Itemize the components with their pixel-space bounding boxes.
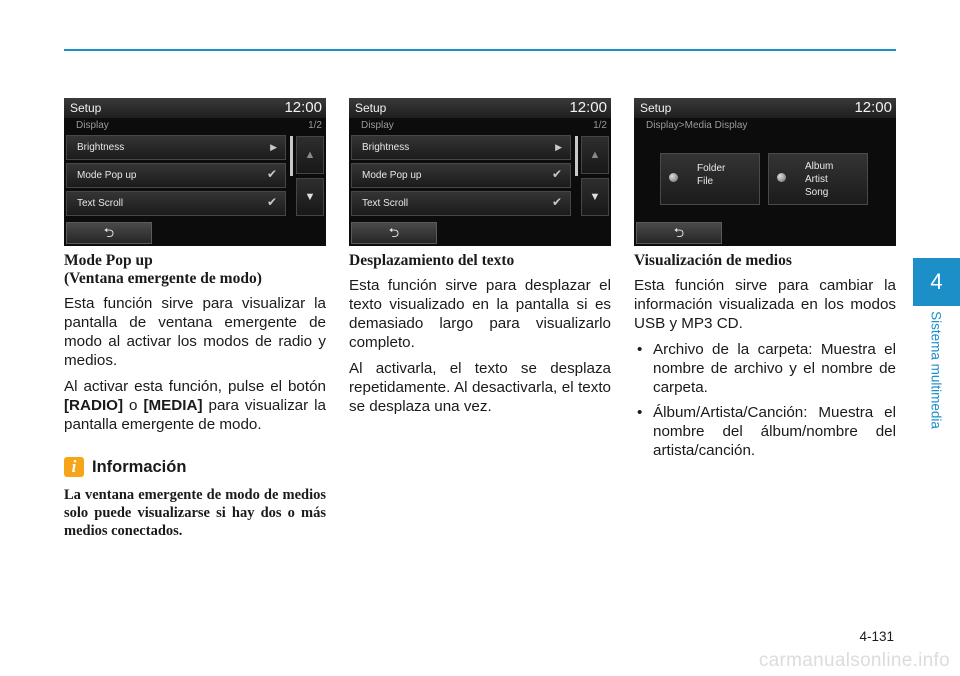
screen-page-indicator: 1/2 <box>308 120 322 131</box>
screen-title: Setup <box>355 101 387 115</box>
setup-display-screen-2 <box>349 98 611 246</box>
chevron-down-icon: ▼ <box>304 191 316 203</box>
column-media-display <box>634 252 896 466</box>
paragraph: Esta función sirve para visualizar la pantalla de ventana emergente de modo al activar los modos de radio y medios. <box>64 295 326 369</box>
paragraph: Esta función sirve para desplazar el texto visualizado en la pantalla si es demasiado largo para visualizarlo completo. <box>349 277 611 351</box>
option-line-file: File <box>697 176 714 187</box>
list-item: • Álbum/Artista/Canción: Muestra el nombre del álbum/nombre del artista/canción. <box>634 403 896 460</box>
check-icon: ✔ <box>266 195 277 209</box>
header-rule <box>64 49 896 51</box>
media-button-ref: [MEDIA] <box>143 397 203 414</box>
screen-page-indicator: 1/2 <box>593 120 607 131</box>
info-icon: i <box>64 457 84 477</box>
scroll-up-button[interactable] <box>581 136 609 174</box>
album-artist-song-option[interactable] <box>768 153 868 205</box>
menu-item-brightness[interactable] <box>351 135 571 160</box>
screen-subheader <box>349 118 611 134</box>
screen-clock: 12:00 <box>854 99 892 116</box>
play-icon: ▶ <box>555 142 562 152</box>
column-text-scroll <box>349 252 611 423</box>
info-title: Información <box>92 458 187 476</box>
screen-clock: 12:00 <box>569 99 607 116</box>
check-icon: ✔ <box>266 167 277 181</box>
setup-display-screen-1 <box>64 98 326 246</box>
screen-clock: 12:00 <box>284 99 322 116</box>
menu-item-label: Mode Pop up <box>362 170 422 181</box>
heading-line: (Ventana emergente de modo) <box>64 270 262 287</box>
paragraph <box>64 377 326 434</box>
text-run: para visualizar la pantalla emergente de modo. <box>64 397 326 433</box>
screen-title: Setup <box>640 101 672 115</box>
screen-subtitle: Display>Media Display <box>646 120 748 131</box>
back-arrow-icon: ⮌ <box>673 225 685 240</box>
menu-item-text-scroll[interactable] <box>66 191 286 216</box>
scroll-down-button[interactable] <box>581 178 609 216</box>
folder-file-option[interactable] <box>660 153 760 205</box>
section-heading: Desplazamiento del texto <box>349 252 515 269</box>
list-item: • Archivo de la carpeta: Muestra el nombre de archivo y el nombre de carpeta. <box>634 340 896 397</box>
heading-line: Mode Pop up <box>64 252 153 269</box>
menu-item-label: Brightness <box>77 142 125 153</box>
paragraph: Al activarla, el texto se desplaza repetidamente. Al desactivarla, el texto se desplaza una vez. <box>349 360 611 415</box>
back-arrow-icon: ⮌ <box>103 225 115 240</box>
screen-header <box>349 98 611 118</box>
check-icon: ✔ <box>551 195 562 209</box>
bullet-list <box>634 340 896 460</box>
option-lines <box>805 160 833 199</box>
option-line-album: Album <box>805 161 834 172</box>
check-icon: ✔ <box>551 167 562 181</box>
option-lines <box>697 162 725 188</box>
watermark: carmanualsonline.info <box>758 650 950 671</box>
option-line-artist: Artist <box>805 174 828 185</box>
menu-item-mode-pop-up[interactable] <box>351 163 571 188</box>
screen-header <box>64 98 326 118</box>
screen-subheader <box>634 118 896 134</box>
menu-item-text-scroll[interactable] <box>351 191 571 216</box>
scrollbar[interactable] <box>575 136 578 176</box>
text-run: o <box>123 397 144 414</box>
screen-header <box>634 98 896 118</box>
chapter-tab: 4 <box>913 258 960 306</box>
paragraph: Esta función sirve para cambiar la información visualizada en los modos USB y MP3 CD. <box>634 277 896 332</box>
text-run: Al activar esta función, pulse el botón <box>64 378 326 395</box>
back-button[interactable] <box>66 222 152 244</box>
chapter-side-label: Sistema multimedia <box>928 311 944 429</box>
menu-item-label: Mode Pop up <box>77 170 137 181</box>
media-display-screen <box>634 98 896 246</box>
menu-item-mode-pop-up[interactable] <box>66 163 286 188</box>
option-line-song: Song <box>805 187 829 198</box>
screen-subtitle: Display <box>361 120 394 131</box>
radio-indicator-icon <box>669 173 678 182</box>
radio-indicator-icon <box>777 173 786 182</box>
option-line-folder: Folder <box>697 163 726 174</box>
play-icon: ▶ <box>270 142 277 152</box>
chevron-up-icon: ▲ <box>304 149 316 161</box>
back-button[interactable] <box>636 222 722 244</box>
menu-item-label: Brightness <box>362 142 410 153</box>
column-mode-pop-up <box>64 252 326 441</box>
screen-subheader <box>64 118 326 134</box>
scroll-up-button[interactable] <box>296 136 324 174</box>
screen-subtitle: Display <box>76 120 109 131</box>
chevron-up-icon: ▲ <box>589 149 601 161</box>
back-arrow-icon: ⮌ <box>388 225 400 240</box>
radio-button-ref: [RADIO] <box>64 397 124 414</box>
back-button[interactable] <box>351 222 437 244</box>
section-heading <box>64 252 326 288</box>
chevron-down-icon: ▼ <box>589 191 601 203</box>
menu-item-label: Text Scroll <box>77 198 124 209</box>
page-number: 4-131 <box>859 629 894 644</box>
section-heading: Visualización de medios <box>634 252 792 269</box>
scrollbar[interactable] <box>290 136 293 176</box>
menu-item-label: Text Scroll <box>362 198 409 209</box>
menu-item-brightness[interactable] <box>66 135 286 160</box>
info-body: La ventana emergente de modo de medios solo puede visualizarse si hay dos o más medios conectados. <box>64 487 326 539</box>
screen-title: Setup <box>70 101 102 115</box>
scroll-down-button[interactable] <box>296 178 324 216</box>
